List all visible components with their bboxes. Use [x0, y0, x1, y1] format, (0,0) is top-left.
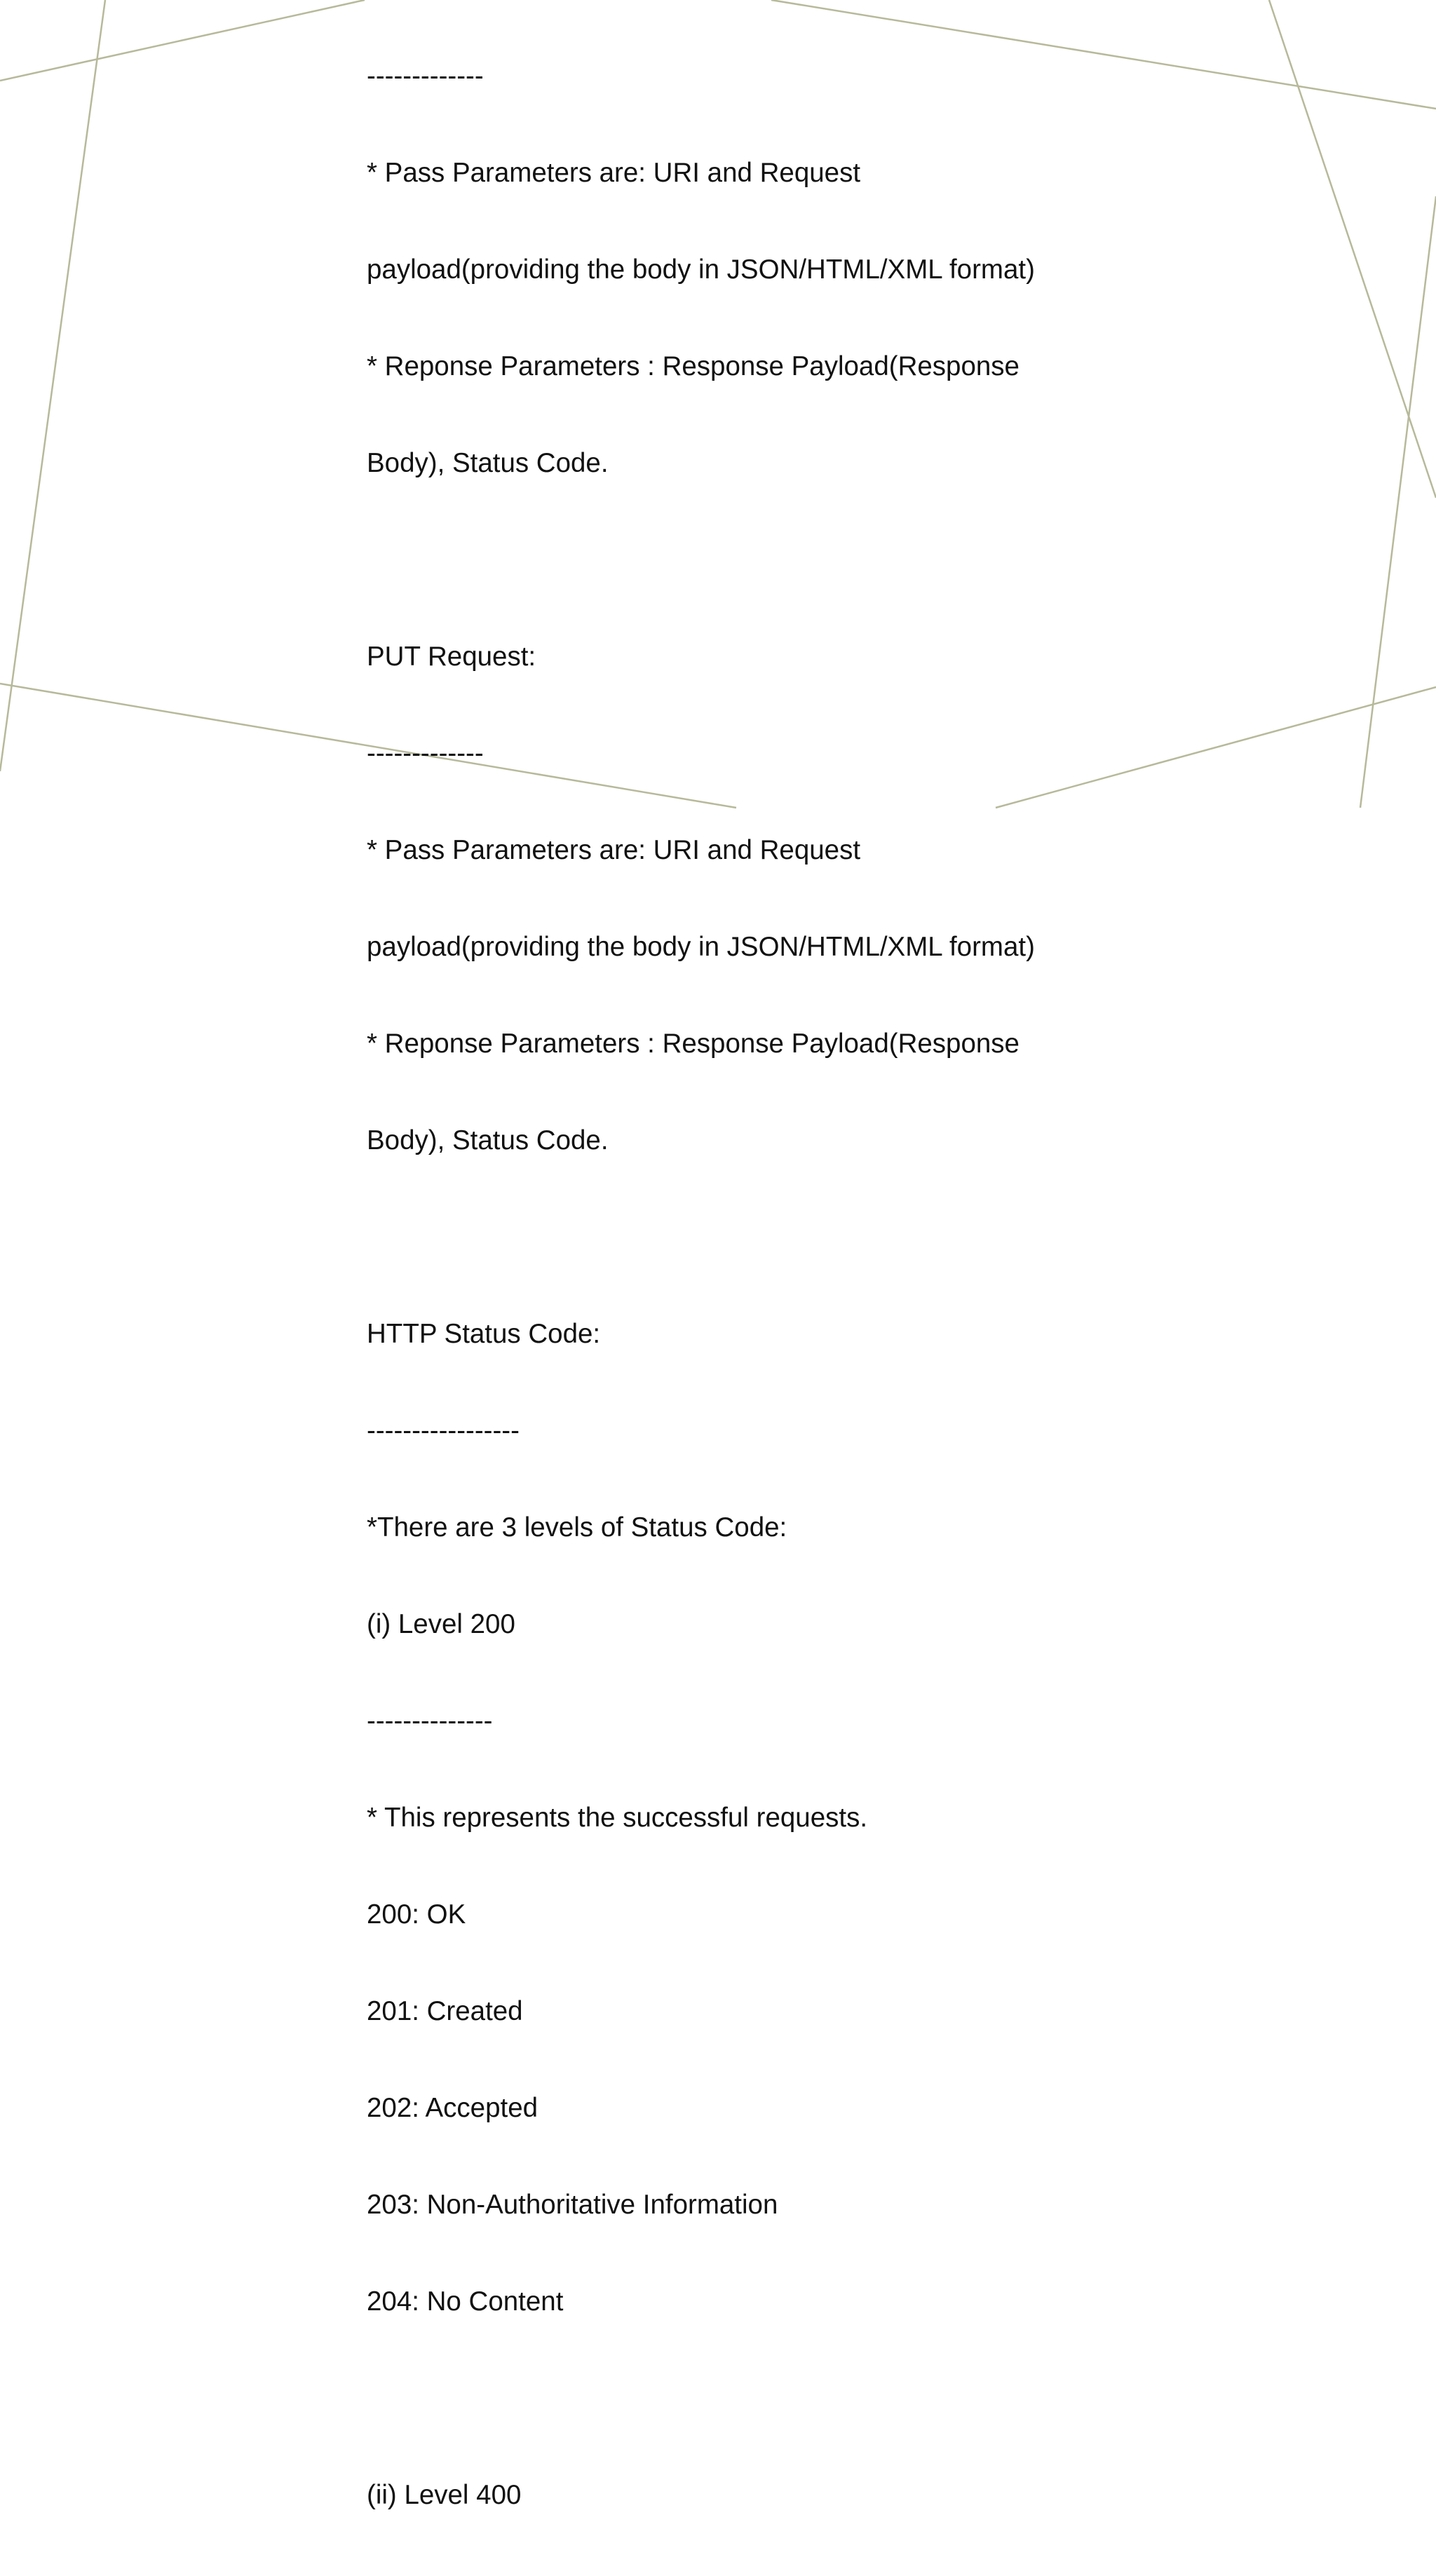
text-line: * Reponse Parameters : Response Payload(Response [367, 351, 1020, 381]
text-line: 203: Non-Authoritative Information [367, 2190, 778, 2220]
text-line [367, 1221, 1138, 1254]
text-line [367, 544, 1138, 576]
text-line: *There are 3 levels of Status Code: [367, 1512, 787, 1543]
text-line: 202: Accepted [367, 2093, 538, 2123]
text-line: 200: OK [367, 1899, 466, 1930]
text-line-partial: (ii) Level 400 [367, 2480, 522, 2510]
text-line: -------------- [367, 1706, 493, 1736]
text-line: * Reponse Parameters : Response Payload(Response [367, 1029, 1020, 1059]
text-line: ------------- [367, 738, 484, 768]
text-line: PUT Request: [367, 642, 536, 672]
decor-line [1360, 196, 1436, 808]
text-line: ----------------- [367, 1416, 520, 1446]
text-line: HTTP Status Code: [367, 1319, 601, 1349]
text-line: * Pass Parameters are: URI and Request [367, 835, 861, 865]
text-line: ------------- [367, 61, 484, 91]
text-line: * This represents the successful requests. [367, 1803, 868, 1833]
text-line: Body), Status Code. [367, 1125, 609, 1155]
document-text [367, 0, 1138, 2576]
text-line [367, 2382, 1138, 2415]
text-line: * Pass Parameters are: URI and Request [367, 158, 861, 188]
text-line: payload(providing the body in JSON/HTML/XML format) [367, 255, 1035, 285]
decor-line [1269, 0, 1436, 498]
decor-line [0, 0, 105, 771]
text-line: (i) Level 200 [367, 1609, 515, 1639]
text-line: 201: Created [367, 1996, 523, 2026]
decor-line [0, 0, 365, 81]
text-line: Body), Status Code. [367, 448, 609, 478]
text-line: payload(providing the body in JSON/HTML/XML format) [367, 932, 1035, 962]
text-line: 204: No Content [367, 2286, 564, 2317]
